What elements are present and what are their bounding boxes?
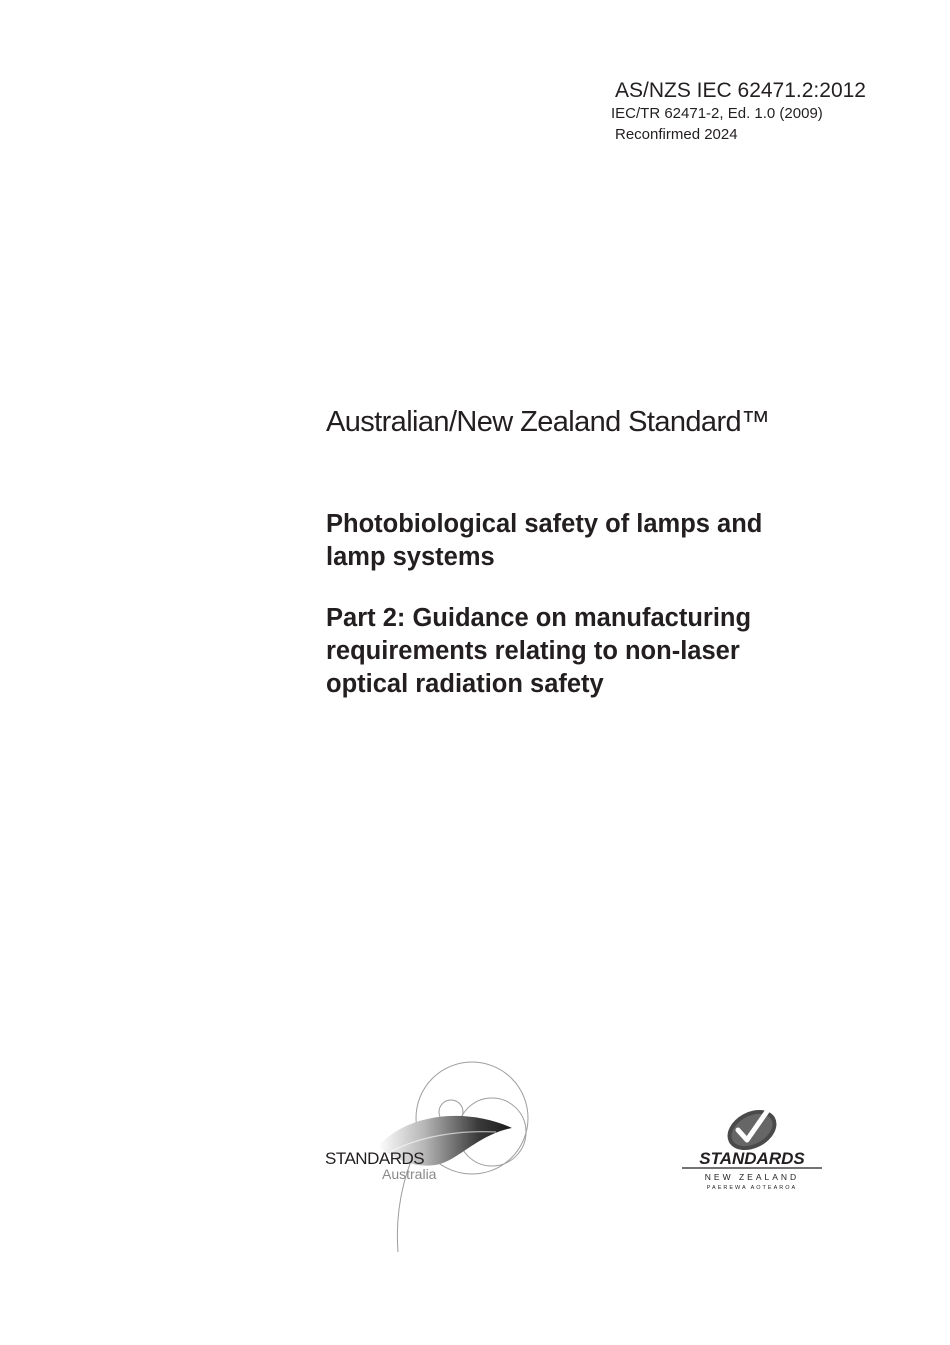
title-block [326,404,886,701]
part-title-line: optical radiation safety [326,670,604,698]
standards-australia-word1: STANDARDS [325,1149,425,1168]
standards-nz-word1: STANDARDS [699,1149,805,1168]
standards-australia-word2: Australia [382,1166,437,1182]
document-identifiers [611,78,866,146]
standards-new-zealand-logo-icon [676,1100,828,1190]
reconfirmed-date: Reconfirmed 2024 [615,126,738,143]
part-title [326,602,886,701]
standard-number: AS/NZS IEC 62471.2:2012 [615,79,866,102]
standards-australia-logo [320,1040,540,1260]
part-title-line: Part 2: Guidance on manufacturing [326,604,752,632]
standards-new-zealand-logo [676,1100,828,1190]
standards-nz-word2: NEW ZEALAND [704,1172,800,1182]
iec-reference: IEC/TR 62471-2, Ed. 1.0 (2009) [611,105,823,122]
standards-nz-word3: PAEREWA AOTEAROA [706,1185,798,1190]
part-title-line: requirements relating to non-laser [326,637,740,665]
main-title-line: Photobiological safety of lamps and [326,510,763,538]
main-title [326,508,886,574]
standard-type: Australian/New Zealand Standard™ [326,406,770,438]
standards-australia-logo-icon [320,1040,540,1260]
main-title-line: lamp systems [326,543,495,571]
